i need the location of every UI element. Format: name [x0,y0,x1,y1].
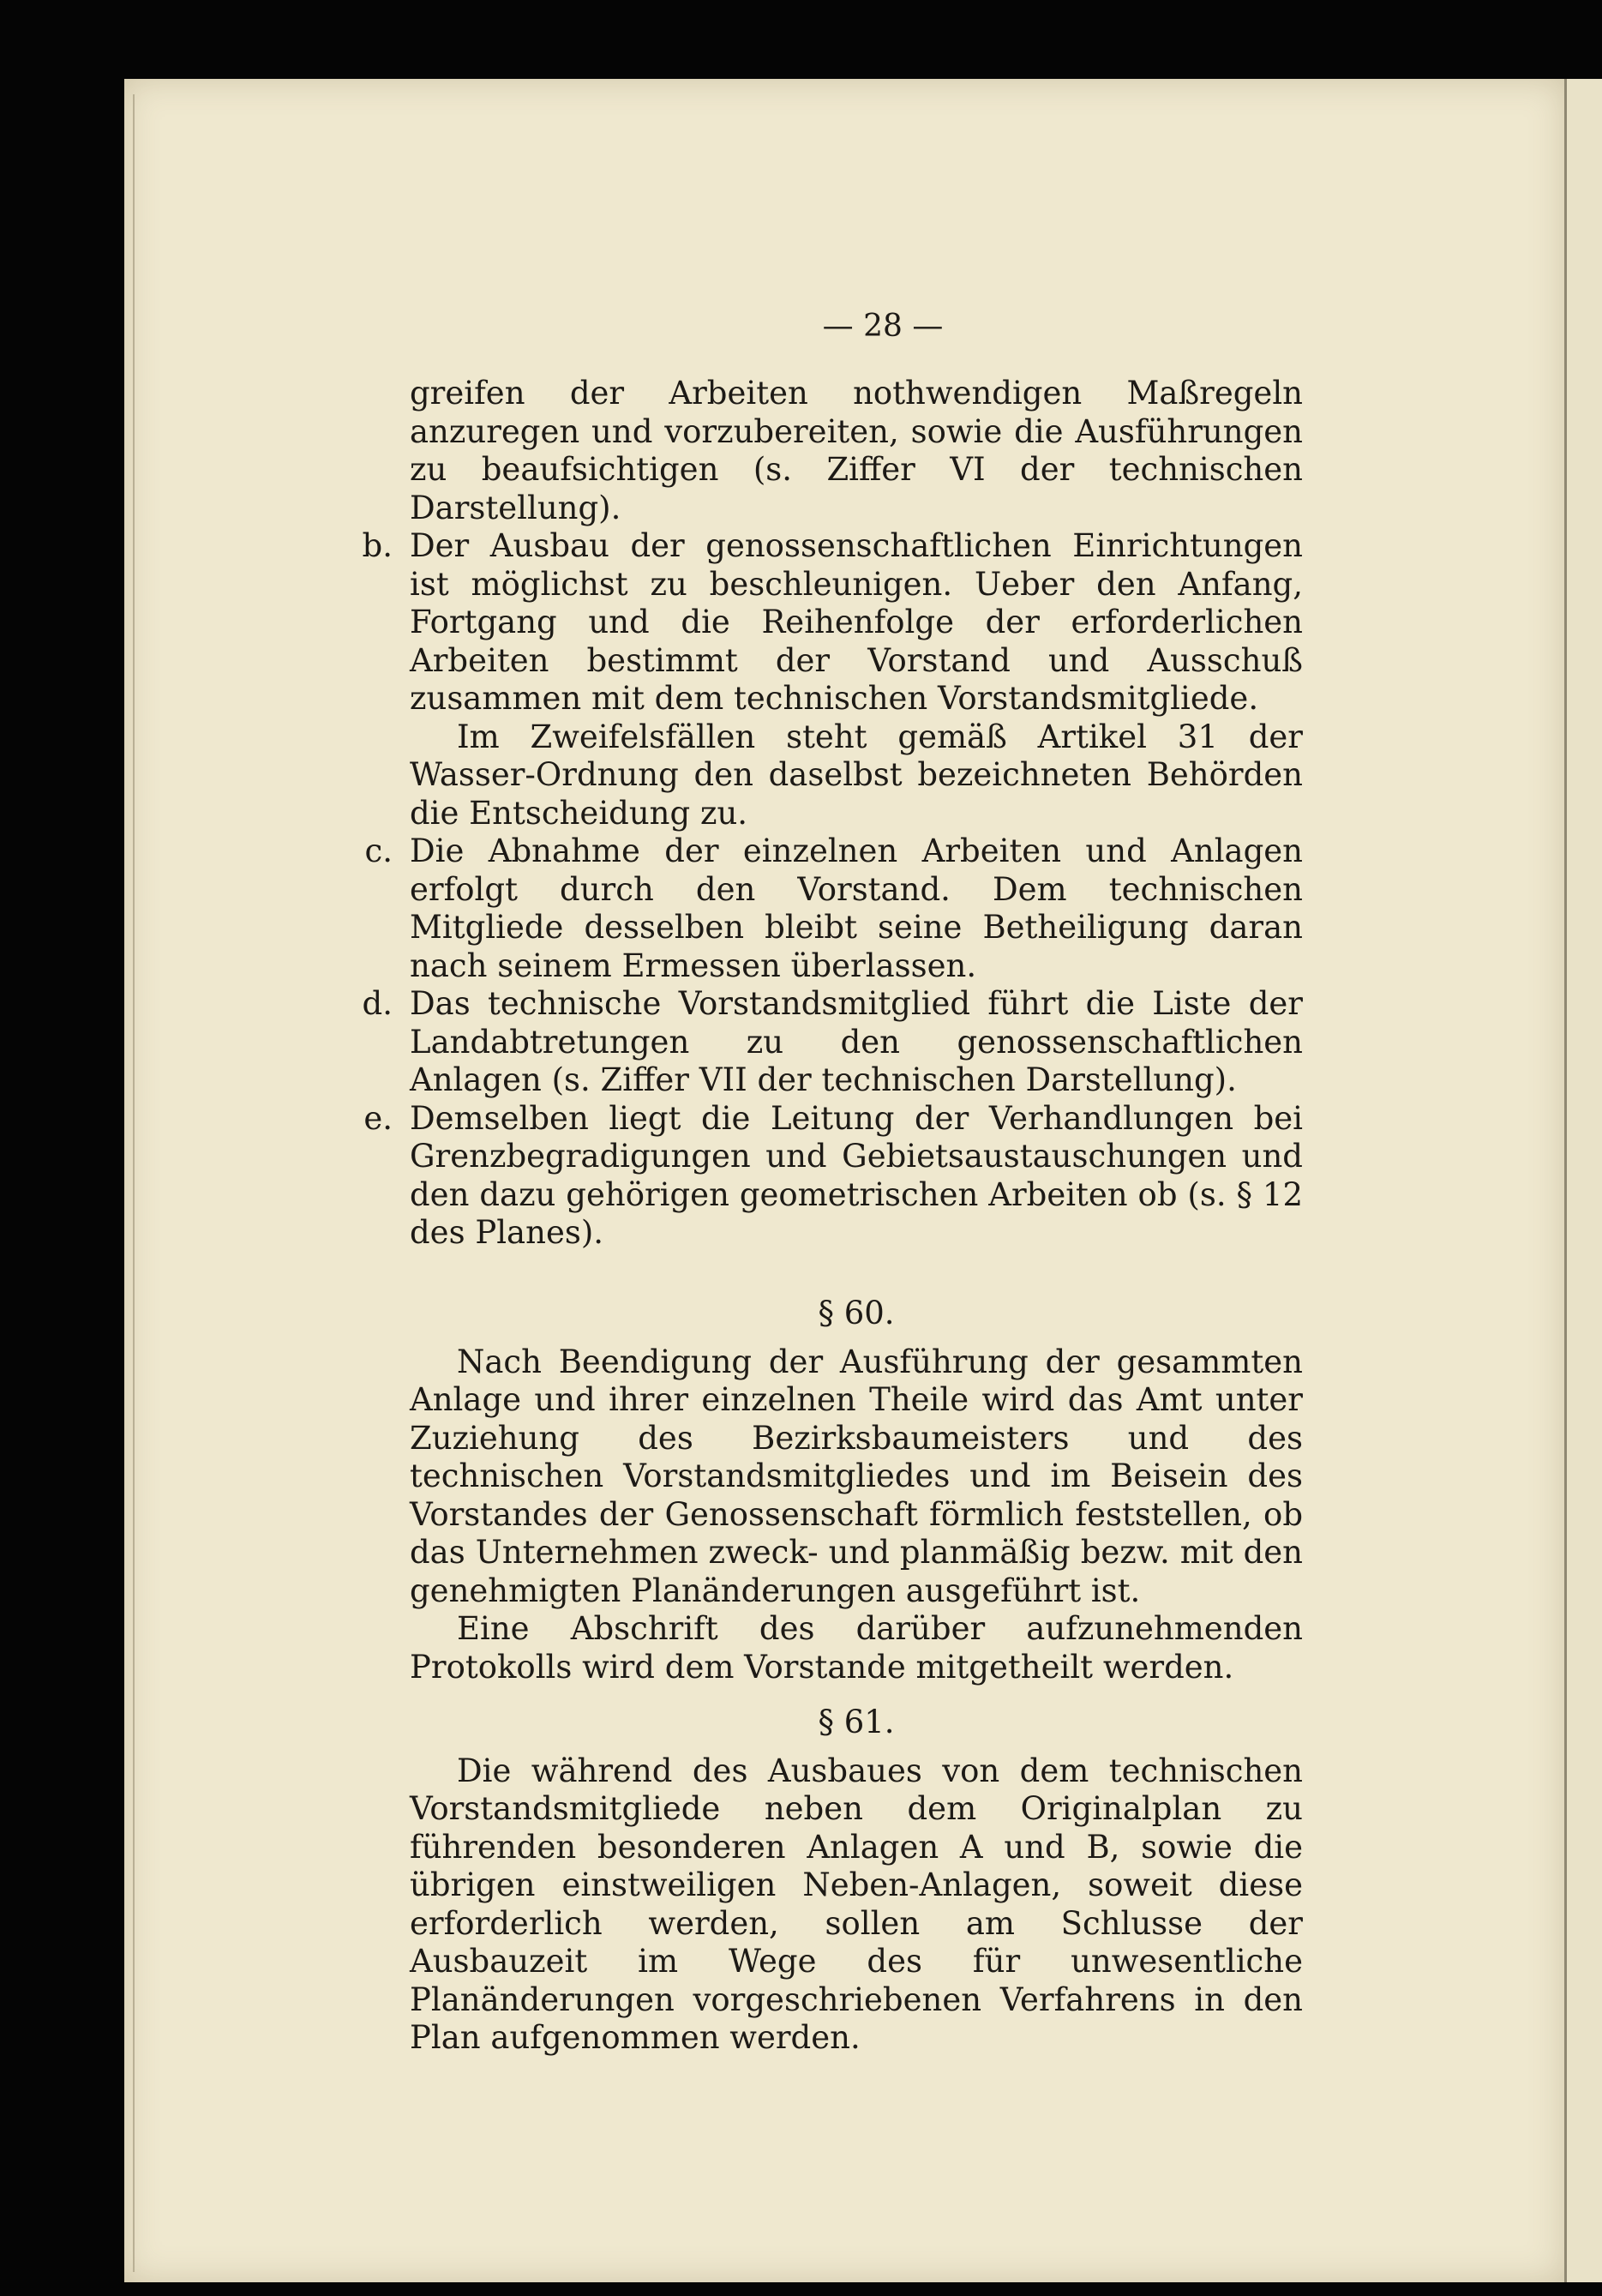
list-item-c [364,832,1303,985]
item-marker: c. [364,832,393,869]
item-marker: b. [362,527,393,564]
page-number: — 28 — [822,309,944,344]
item-text: Der Ausbau der genossenschaftlichen Einrichtungen ist möglichst zu beschleunigen. Ueber den Anfang, Fortgang und die Reihenfolge der erforderlichen Arbeiten bestimmt der Vorstand und Ausschuß zusammen mit dem technischen Vorstandsmitgliede. [410,527,1303,717]
item-text: Demselben liegt die Leitung der Verhandlungen bei Grenzbegradigungen und Gebietsaustauschungen und den dazu gehörigen geometrischen Arbeiten ob (s. § 12 des Planes). [410,1099,1303,1251]
list-item-note [410,718,1303,833]
list-item-d [362,985,1303,1100]
items-block [362,375,1303,1253]
section-60-paragraph: Nach Beendigung der Ausführung der gesammten Anlage und ihrer einzelnen Theile wird das Amt unter Zuziehung des Bezirksbaumeisters und des technischen Vorstandsmitgliedes und im Beisein des Vorstandes der Genossenschaft förmlich feststellen, ob das Unternehmen zweck- und planmäßig bezw. mit den genehmigten Planänderungen ausgeführt ist. [410,1343,1303,1609]
item-text: Das technische Vorstandsmitglied führt die Liste der Landabtretungen zu den genossenschaftlichen Anlagen (s. Ziffer VII der technischen Darstellung). [410,985,1303,1098]
section-61-paragraph: Die während des Ausbaues von dem technischen Vorstandsmitgliede neben dem Originalplan zu führenden besonderen Anlagen A und B, sowie die übrigen einstweiligen Neben-Anlagen, soweit diese erforderlich werden, sollen am Schlusse der Ausbauzeit im Wege des für unwesentliche Planänderungen vorgeschriebenen Verfahrens in den Plan aufgenommen werden. [410,1752,1303,2056]
item-marker: d. [362,985,393,1022]
list-item-b [362,527,1303,718]
item-text: Die Abnahme der einzelnen Arbeiten und Anlagen erfolgt durch den Vorstand. Dem technischen Mitgliede desselben bleibt seine Betheiligung daran nach seinem Ermessen überlassen. [410,832,1303,984]
sections-block [410,1277,1303,2058]
page-edge [133,94,143,2272]
section-61-heading: § 61. [818,1704,895,1740]
item-text: Im Zweifelsfällen steht gemäß Artikel 31 der Wasser-Ordnung den daselbst bezeichneten Behörden die Entscheidung zu. [410,718,1303,832]
intro-paragraph: greifen der Arbeiten nothwendigen Maßregeln anzuregen und vorzubereiten, sowie die Ausführungen zu beaufsichtigen (s. Ziffer VI der technischen Darstellung). [410,375,1303,526]
adjacent-page [1564,79,1602,2282]
section-60-paragraph: Eine Abschrift des darüber aufzunehmenden Protokolls wird dem Vorstande mitgetheilt werden. [410,1610,1303,1686]
item-marker: e. [363,1099,393,1137]
list-item-e [363,1099,1303,1253]
section-60-heading: § 60. [818,1295,895,1331]
